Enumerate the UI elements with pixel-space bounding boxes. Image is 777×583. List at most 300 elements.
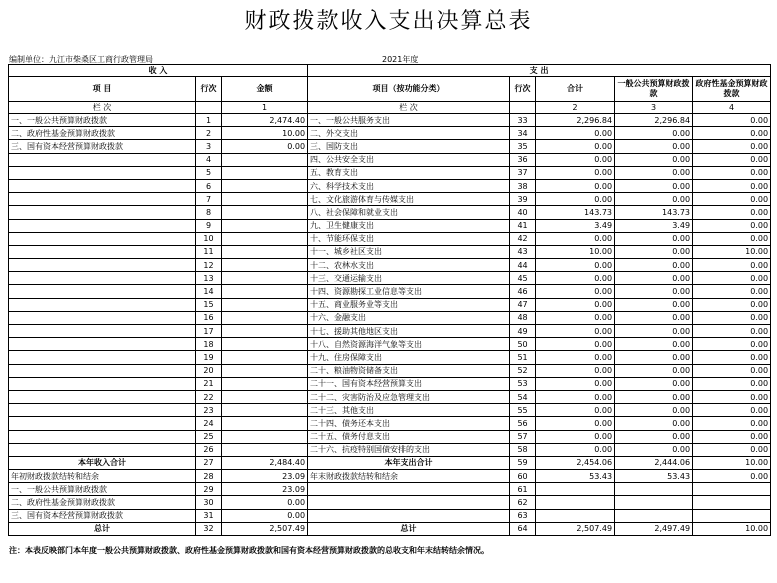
expense-item: 三、国防支出 (308, 140, 510, 153)
expense-item: 二、外交支出 (308, 127, 510, 140)
income-item (9, 259, 196, 272)
table-row (9, 206, 771, 219)
income-item (9, 325, 196, 338)
income-line: 1 (196, 114, 222, 127)
table-row (9, 153, 771, 166)
summary-income-item: 年初财政拨款结转和结余 (9, 470, 196, 483)
finance-table (8, 64, 771, 536)
expense-line: 37 (510, 166, 536, 179)
income-amount (222, 417, 308, 430)
col-header-general-budget: 一般公共预算财政拨款 (615, 77, 693, 102)
expense-section-header: 支 出 (308, 65, 771, 77)
expense-item: 四、公共安全支出 (308, 153, 510, 166)
expense-fund: 0.00 (693, 193, 771, 206)
table-row (9, 311, 771, 324)
summary-expense-fund (693, 496, 771, 509)
expense-total: 0.00 (536, 430, 615, 443)
expense-item: 七、文化旅游体育与传媒支出 (308, 193, 510, 206)
income-item (9, 338, 196, 351)
table-row (9, 140, 771, 153)
summary-income-amount: 23.09 (222, 470, 308, 483)
expense-general: 0.00 (615, 325, 693, 338)
expense-fund: 0.00 (693, 338, 771, 351)
col-header-total: 合计 (536, 77, 615, 102)
table-row (9, 285, 771, 298)
income-item (9, 390, 196, 403)
summary-income-line: 32 (196, 522, 222, 535)
expense-general: 3.49 (615, 219, 693, 232)
summary-expense-general (615, 483, 693, 496)
income-item (9, 166, 196, 179)
income-amount: 10.00 (222, 127, 308, 140)
income-amount (222, 404, 308, 417)
expense-total: 0.00 (536, 351, 615, 364)
expense-total: 0.00 (536, 364, 615, 377)
summary-row (9, 522, 771, 535)
table-row (9, 364, 771, 377)
summary-expense-total (536, 496, 615, 509)
expense-total: 0.00 (536, 232, 615, 245)
income-line: 10 (196, 232, 222, 245)
summary-income-line: 31 (196, 509, 222, 522)
income-amount (222, 153, 308, 166)
expense-item: 二十五、债务付息支出 (308, 430, 510, 443)
expense-total: 3.49 (536, 219, 615, 232)
expense-line: 44 (510, 259, 536, 272)
expense-general: 0.00 (615, 166, 693, 179)
summary-expense-general: 2,444.06 (615, 456, 693, 469)
summary-income-item: 一、一般公共预算财政拨款 (9, 483, 196, 496)
expense-total: 0.00 (536, 153, 615, 166)
income-item (9, 351, 196, 364)
expense-general: 0.00 (615, 338, 693, 351)
income-line: 3 (196, 140, 222, 153)
income-line: 16 (196, 311, 222, 324)
expense-total: 143.73 (536, 206, 615, 219)
expense-item: 九、卫生健康支出 (308, 219, 510, 232)
expense-total: 0.00 (536, 325, 615, 338)
expense-item: 六、科学技术支出 (308, 179, 510, 192)
table-row (9, 193, 771, 206)
expense-line: 42 (510, 232, 536, 245)
income-section-header: 收 入 (9, 65, 308, 77)
expense-general: 0.00 (615, 259, 693, 272)
income-line: 19 (196, 351, 222, 364)
expense-general: 0.00 (615, 298, 693, 311)
lan-n2: 2 (536, 102, 615, 114)
summary-expense-total: 53.43 (536, 470, 615, 483)
table-row (9, 338, 771, 351)
income-line: 7 (196, 193, 222, 206)
summary-row (9, 456, 771, 469)
income-line: 23 (196, 404, 222, 417)
income-item: 二、政府性基金预算财政拨款 (9, 127, 196, 140)
income-line: 13 (196, 272, 222, 285)
expense-fund: 0.00 (693, 364, 771, 377)
expense-line: 54 (510, 390, 536, 403)
expense-fund: 0.00 (693, 232, 771, 245)
expense-general: 0.00 (615, 272, 693, 285)
income-line: 22 (196, 390, 222, 403)
expense-total: 0.00 (536, 377, 615, 390)
table-row (9, 127, 771, 140)
income-line: 14 (196, 285, 222, 298)
expense-item: 二十一、国有资本经营预算支出 (308, 377, 510, 390)
expense-total: 0.00 (536, 285, 615, 298)
expense-general: 0.00 (615, 390, 693, 403)
income-line: 24 (196, 417, 222, 430)
expense-total: 0.00 (536, 272, 615, 285)
summary-expense-item (308, 496, 510, 509)
expense-line: 58 (510, 443, 536, 456)
income-item: 一、一般公共预算财政拨款 (9, 114, 196, 127)
expense-general: 0.00 (615, 351, 693, 364)
expense-item: 十二、农林水支出 (308, 259, 510, 272)
summary-expense-fund: 0.00 (693, 470, 771, 483)
expense-fund: 0.00 (693, 114, 771, 127)
summary-expense-fund: 10.00 (693, 456, 771, 469)
expense-item: 十、节能环保支出 (308, 232, 510, 245)
expense-line: 51 (510, 351, 536, 364)
income-line: 20 (196, 364, 222, 377)
expense-total: 0.00 (536, 179, 615, 192)
lan-empty (510, 102, 536, 114)
income-amount (222, 311, 308, 324)
income-amount (222, 166, 308, 179)
income-item (9, 364, 196, 377)
table-row (9, 166, 771, 179)
expense-fund: 0.00 (693, 311, 771, 324)
summary-income-item: 二、政府性基金预算财政拨款 (9, 496, 196, 509)
expense-fund: 0.00 (693, 179, 771, 192)
summary-expense-line: 62 (510, 496, 536, 509)
lan-empty (196, 102, 222, 114)
expense-item: 二十四、债务还本支出 (308, 417, 510, 430)
expense-line: 41 (510, 219, 536, 232)
income-amount (222, 285, 308, 298)
table-row (9, 325, 771, 338)
expense-fund: 0.00 (693, 377, 771, 390)
income-amount: 0.00 (222, 140, 308, 153)
income-item (9, 272, 196, 285)
expense-general: 0.00 (615, 285, 693, 298)
expense-item: 十一、城乡社区支出 (308, 245, 510, 258)
income-item (9, 443, 196, 456)
summary-expense-item (308, 509, 510, 522)
col-header-fund-budget: 政府性基金预算财政拨款 (693, 77, 771, 102)
income-item (9, 206, 196, 219)
expense-general: 143.73 (615, 206, 693, 219)
income-amount (222, 351, 308, 364)
summary-income-item: 总计 (9, 522, 196, 535)
income-line: 21 (196, 377, 222, 390)
summary-expense-fund: 10.00 (693, 522, 771, 535)
income-amount (222, 364, 308, 377)
income-line: 11 (196, 245, 222, 258)
col-header-item-func: 项目（按功能分类） (308, 77, 510, 102)
summary-expense-item: 总计 (308, 522, 510, 535)
report-year: 2021年度 (382, 55, 419, 64)
summary-expense-total: 2,507.49 (536, 522, 615, 535)
expense-general: 0.00 (615, 153, 693, 166)
expense-general: 0.00 (615, 364, 693, 377)
summary-expense-item (308, 483, 510, 496)
table-row (9, 298, 771, 311)
expense-line: 52 (510, 364, 536, 377)
summary-income-amount: 23.09 (222, 483, 308, 496)
expense-item: 二十、粮油物资储备支出 (308, 364, 510, 377)
expense-item: 十九、住房保障支出 (308, 351, 510, 364)
expense-fund: 0.00 (693, 351, 771, 364)
expense-item: 十三、交通运输支出 (308, 272, 510, 285)
table-row (9, 232, 771, 245)
expense-general: 0.00 (615, 232, 693, 245)
expense-total: 0.00 (536, 127, 615, 140)
summary-income-line: 28 (196, 470, 222, 483)
income-line: 12 (196, 259, 222, 272)
income-item (9, 153, 196, 166)
table-row (9, 272, 771, 285)
income-item (9, 179, 196, 192)
table-row (9, 404, 771, 417)
income-item (9, 193, 196, 206)
income-line: 4 (196, 153, 222, 166)
expense-line: 40 (510, 206, 536, 219)
expense-fund: 0.00 (693, 417, 771, 430)
expense-general: 0.00 (615, 245, 693, 258)
income-amount (222, 259, 308, 272)
reporting-unit: 编制单位：九江市柴桑区工商行政管理局 (9, 55, 153, 64)
income-item (9, 232, 196, 245)
expense-general: 0.00 (615, 140, 693, 153)
income-line: 25 (196, 430, 222, 443)
expense-fund: 0.00 (693, 219, 771, 232)
expense-fund: 0.00 (693, 272, 771, 285)
expense-general: 0.00 (615, 193, 693, 206)
lan-label-income: 栏 次 (9, 102, 196, 114)
expense-total: 0.00 (536, 443, 615, 456)
income-item (9, 285, 196, 298)
income-item (9, 245, 196, 258)
expense-general: 0.00 (615, 404, 693, 417)
expense-line: 38 (510, 179, 536, 192)
income-amount (222, 325, 308, 338)
expense-fund: 0.00 (693, 298, 771, 311)
summary-income-amount: 2,484.40 (222, 456, 308, 469)
summary-expense-general (615, 509, 693, 522)
expense-item: 十五、商业服务业等支出 (308, 298, 510, 311)
summary-expense-item: 本年支出合计 (308, 456, 510, 469)
table-row (9, 417, 771, 430)
expense-line: 34 (510, 127, 536, 140)
expense-general: 0.00 (615, 127, 693, 140)
income-item (9, 377, 196, 390)
income-line: 26 (196, 443, 222, 456)
lan-label-expense: 栏 次 (308, 102, 510, 114)
expense-total: 0.00 (536, 311, 615, 324)
income-line: 15 (196, 298, 222, 311)
income-item (9, 417, 196, 430)
summary-expense-total: 2,454.06 (536, 456, 615, 469)
summary-income-line: 30 (196, 496, 222, 509)
income-line: 2 (196, 127, 222, 140)
income-item (9, 311, 196, 324)
summary-expense-item: 年末财政拨款结转和结余 (308, 470, 510, 483)
summary-row (9, 470, 771, 483)
income-amount (222, 219, 308, 232)
income-item (9, 298, 196, 311)
income-amount (222, 338, 308, 351)
income-amount (222, 430, 308, 443)
expense-fund: 0.00 (693, 285, 771, 298)
expense-fund: 0.00 (693, 404, 771, 417)
expense-fund: 0.00 (693, 325, 771, 338)
summary-row (9, 509, 771, 522)
summary-expense-line: 60 (510, 470, 536, 483)
table-row (9, 259, 771, 272)
income-amount (222, 193, 308, 206)
expense-item: 二十六、抗疫特别国债安排的支出 (308, 443, 510, 456)
summary-expense-line: 64 (510, 522, 536, 535)
expense-line: 35 (510, 140, 536, 153)
expense-fund: 0.00 (693, 430, 771, 443)
expense-line: 56 (510, 417, 536, 430)
income-item (9, 430, 196, 443)
income-line: 6 (196, 179, 222, 192)
expense-general: 2,296.84 (615, 114, 693, 127)
report-title: 财政拨款收入支出决算总表 (244, 9, 533, 34)
expense-line: 33 (510, 114, 536, 127)
expense-total: 0.00 (536, 390, 615, 403)
expense-total: 10.00 (536, 245, 615, 258)
expense-item: 十八、自然资源海洋气象等支出 (308, 338, 510, 351)
expense-total: 0.00 (536, 338, 615, 351)
expense-general: 0.00 (615, 311, 693, 324)
income-amount (222, 245, 308, 258)
expense-line: 49 (510, 325, 536, 338)
expense-general: 0.00 (615, 179, 693, 192)
income-amount (222, 232, 308, 245)
expense-line: 39 (510, 193, 536, 206)
expense-line: 50 (510, 338, 536, 351)
table-row (9, 430, 771, 443)
summary-expense-total (536, 509, 615, 522)
table-row (9, 351, 771, 364)
income-line: 8 (196, 206, 222, 219)
expense-item: 十六、金融支出 (308, 311, 510, 324)
table-row (9, 377, 771, 390)
expense-item: 五、教育支出 (308, 166, 510, 179)
expense-total: 2,296.84 (536, 114, 615, 127)
summary-row (9, 483, 771, 496)
expense-line: 36 (510, 153, 536, 166)
summary-expense-fund (693, 509, 771, 522)
expense-general: 0.00 (615, 443, 693, 456)
income-item: 三、国有资本经营预算财政拨款 (9, 140, 196, 153)
expense-general: 0.00 (615, 417, 693, 430)
income-amount (222, 179, 308, 192)
income-line: 18 (196, 338, 222, 351)
expense-line: 45 (510, 272, 536, 285)
expense-total: 0.00 (536, 298, 615, 311)
summary-expense-fund (693, 483, 771, 496)
expense-fund: 10.00 (693, 245, 771, 258)
expense-line: 57 (510, 430, 536, 443)
expense-total: 0.00 (536, 140, 615, 153)
expense-total: 0.00 (536, 193, 615, 206)
table-row (9, 245, 771, 258)
footnote: 注：本表反映部门本年度一般公共预算财政拨款、政府性基金预算财政拨款和国有资本经营预算财政拨款的总收支和年末结转结余情况。 (9, 546, 489, 555)
income-line: 17 (196, 325, 222, 338)
expense-line: 46 (510, 285, 536, 298)
income-item (9, 404, 196, 417)
table-row (9, 443, 771, 456)
expense-fund: 0.00 (693, 127, 771, 140)
income-amount (222, 298, 308, 311)
expense-fund: 0.00 (693, 153, 771, 166)
col-header-item: 项 目 (9, 77, 196, 102)
income-amount (222, 206, 308, 219)
summary-expense-line: 61 (510, 483, 536, 496)
expense-fund: 0.00 (693, 443, 771, 456)
col-header-line: 行次 (196, 77, 222, 102)
expense-fund: 0.00 (693, 390, 771, 403)
expense-line: 43 (510, 245, 536, 258)
table-row (9, 179, 771, 192)
summary-income-line: 29 (196, 483, 222, 496)
summary-expense-line: 63 (510, 509, 536, 522)
income-line: 5 (196, 166, 222, 179)
income-amount: 2,474.40 (222, 114, 308, 127)
lan-n1: 1 (222, 102, 308, 114)
expense-fund: 0.00 (693, 259, 771, 272)
summary-expense-total (536, 483, 615, 496)
summary-expense-general (615, 496, 693, 509)
summary-income-item: 本年收入合计 (9, 456, 196, 469)
expense-item: 二十三、其他支出 (308, 404, 510, 417)
income-amount (222, 443, 308, 456)
expense-line: 53 (510, 377, 536, 390)
summary-income-amount: 0.00 (222, 496, 308, 509)
expense-total: 0.00 (536, 417, 615, 430)
summary-expense-general: 53.43 (615, 470, 693, 483)
expense-item: 十七、援助其他地区支出 (308, 325, 510, 338)
summary-income-item: 三、国有资本经营预算财政拨款 (9, 509, 196, 522)
col-header-amount: 金额 (222, 77, 308, 102)
expense-general: 0.00 (615, 377, 693, 390)
expense-line: 55 (510, 404, 536, 417)
summary-row (9, 496, 771, 509)
expense-item: 十四、资源勘探工业信息等支出 (308, 285, 510, 298)
expense-fund: 0.00 (693, 140, 771, 153)
lan-n4: 4 (693, 102, 771, 114)
expense-total: 0.00 (536, 404, 615, 417)
expense-total: 0.00 (536, 259, 615, 272)
expense-item: 八、社会保障和就业支出 (308, 206, 510, 219)
table-row (9, 390, 771, 403)
summary-expense-general: 2,497.49 (615, 522, 693, 535)
col-header-line2: 行次 (510, 77, 536, 102)
expense-general: 0.00 (615, 430, 693, 443)
expense-item: 一、一般公共服务支出 (308, 114, 510, 127)
summary-income-amount: 2,507.49 (222, 522, 308, 535)
income-amount (222, 377, 308, 390)
summary-income-line: 27 (196, 456, 222, 469)
table-row (9, 114, 771, 127)
expense-total: 0.00 (536, 166, 615, 179)
lan-n3: 3 (615, 102, 693, 114)
expense-fund: 0.00 (693, 166, 771, 179)
